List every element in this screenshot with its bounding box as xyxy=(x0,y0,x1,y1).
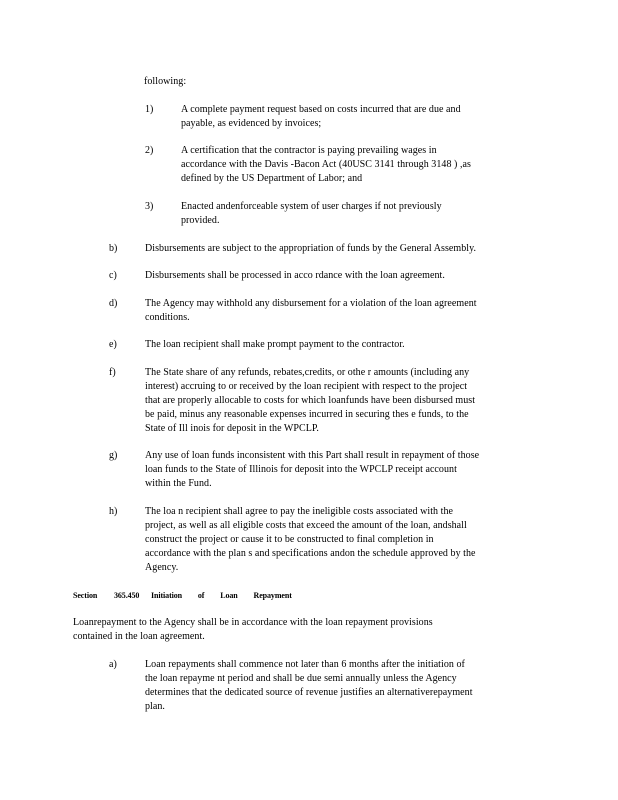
item-line: payable, as evidenced by invoices; xyxy=(181,118,322,129)
item-number: b) xyxy=(109,243,118,254)
intro-text: following: xyxy=(144,76,187,87)
item-line: interest) accruing to or received by the loan recipient with respect to the project xyxy=(145,381,468,392)
item-line: The loan recipient shall make prompt payment to the contractor. xyxy=(145,339,405,350)
item-line: be paid, minus any reasonable expenses incurred in securing thes e funds, to the xyxy=(145,409,469,420)
item-line: that are properly allocable to costs for which loanfunds have been disbursed must xyxy=(145,395,476,406)
item-line: A complete payment request based on costs incurred that are due and xyxy=(181,104,461,115)
item-line: plan. xyxy=(145,701,165,712)
item-number: g) xyxy=(109,450,118,461)
item-line: State of Ill inois for deposit in the WPCLP. xyxy=(145,423,319,434)
paragraph-line: contained in the loan agreement. xyxy=(73,631,205,642)
item-number: h) xyxy=(109,506,118,517)
item-number: f) xyxy=(109,367,116,378)
section-number: 365.450 xyxy=(114,591,140,600)
item-line: within the Fund. xyxy=(145,478,212,489)
item-line: Disbursements are subject to the appropriation of funds by the General Assembly. xyxy=(145,243,477,254)
item-number: c) xyxy=(109,270,117,281)
item-number: a) xyxy=(109,659,117,670)
item-line: Loan repayments shall commence not later than 6 months after the initiation of xyxy=(145,659,465,670)
item-number: e) xyxy=(109,339,117,350)
item-line: The Agency may withhold any disbursement for a violation of the loan agreement xyxy=(145,298,477,309)
item-line: determines that the dedicated source of revenue justifies an alternativerepayment xyxy=(145,687,473,698)
item-line: Agency. xyxy=(145,562,179,573)
item-line: loan funds to the State of Illinois for deposit into the WPCLP receipt account xyxy=(145,464,457,475)
item-line: Enacted andenforceable system of user charges if not previously xyxy=(181,201,442,212)
item-number: d) xyxy=(109,298,118,309)
section-heading xyxy=(73,589,292,602)
item-line: The loa n recipient shall agree to pay the ineligible costs associated with the xyxy=(145,506,454,517)
item-line: accordance with the Davis -Bacon Act (40USC 3141 through 3148 ) ,as xyxy=(181,159,471,170)
section-title: Initiation of Loan Repayment xyxy=(151,591,292,600)
item-number: 2) xyxy=(145,145,154,156)
item-line: accordance with the plan s and specifications andon the schedule approved by the xyxy=(145,548,476,559)
item-line: construct the project or cause it to be constructed to final completion in xyxy=(145,534,434,545)
item-number: 1) xyxy=(145,104,154,115)
item-line: provided. xyxy=(181,215,220,226)
section-label: Section xyxy=(73,591,98,600)
item-line: defined by the US Department of Labor; and xyxy=(181,173,363,184)
item-line: the loan repayme nt period and shall be due semi annually unless the Agency xyxy=(145,673,457,684)
item-line: The State share of any refunds, rebates,credits, or othe r amounts (including any xyxy=(145,367,470,378)
item-line: project, as well as all eligible costs that exceed the amount of the loan, andshall xyxy=(145,520,467,531)
paragraph-line: Loanrepayment to the Agency shall be in accordance with the loan repayment provisions xyxy=(73,617,433,628)
item-line: Any use of loan funds inconsistent with this Part shall result in repayment of those xyxy=(145,450,480,461)
item-number: 3) xyxy=(145,201,154,212)
item-line: Disbursements shall be processed in acco rdance with the loan agreement. xyxy=(145,270,445,281)
item-line: A certification that the contractor is paying prevailing wages in xyxy=(181,145,437,156)
item-line: conditions. xyxy=(145,312,190,323)
